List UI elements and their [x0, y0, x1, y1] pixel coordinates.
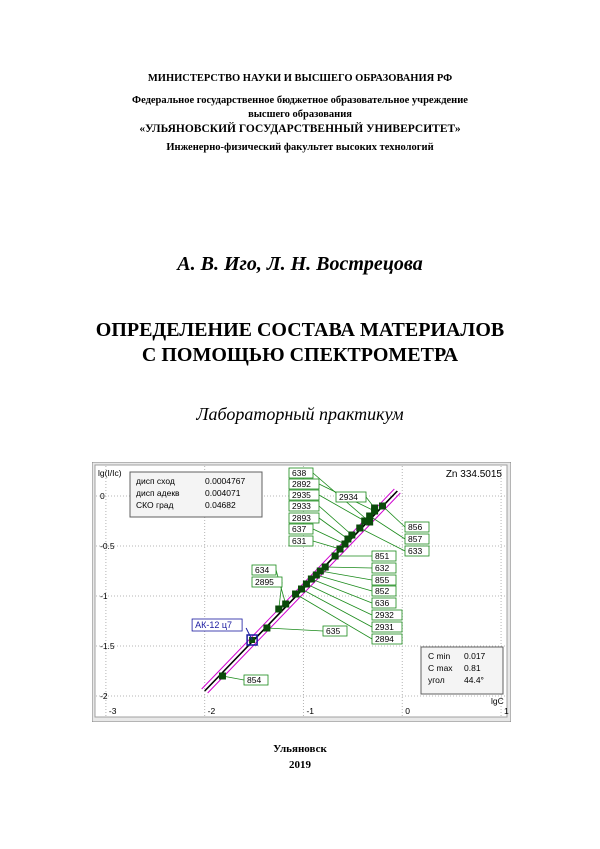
institution-line-2: высшего образования: [248, 109, 352, 120]
point-label: 2934: [339, 492, 358, 502]
point-label: 856: [408, 522, 423, 532]
range-value: 44.4°: [464, 675, 484, 685]
authors: А. В. Иго, Л. Н. Вострецова: [177, 253, 423, 275]
x-tick-label: -2: [207, 706, 216, 716]
x-axis-label: lgC: [491, 696, 504, 706]
y-tick-label: -1: [100, 591, 108, 601]
point-label: 2895: [255, 577, 274, 587]
data-point: [348, 532, 355, 539]
point-label: 852: [375, 586, 390, 596]
point-label: 636: [375, 598, 390, 608]
data-point: [332, 553, 339, 560]
title-line-1: ОПРЕДЕЛЕНИЕ СОСТАВА МАТЕРИАЛОВ: [95, 319, 505, 341]
range-label: C min: [428, 651, 451, 661]
range-label: угол: [428, 675, 445, 685]
data-point: [379, 503, 386, 510]
point-label: 2893: [292, 513, 311, 523]
point-label: 854: [247, 675, 262, 685]
x-tick-label: 0: [405, 706, 410, 716]
data-point: [282, 601, 289, 608]
stats-label: дисп сход: [136, 476, 175, 486]
faculty-line: Инженерно-физический факультет высоких технологий: [166, 142, 434, 153]
stats-value: 0.004071: [205, 488, 241, 498]
point-label: 851: [375, 551, 390, 561]
ministry-line: МИНИСТЕРСТВО НАУКИ И ВЫСШЕГО ОБРАЗОВАНИЯ РФ: [147, 73, 453, 84]
point-label: 631: [292, 536, 307, 546]
data-point: [275, 606, 282, 613]
university-name: «УЛЬЯНОВСКИЙ ГОСУДАРСТВЕННЫЙ УНИВЕРСИТЕТ»: [139, 123, 461, 135]
point-label: 857: [408, 534, 423, 544]
point-label: 855: [375, 575, 390, 585]
point-label: 2935: [292, 490, 311, 500]
point-label: 637: [292, 524, 307, 534]
title-line-2: С ПОМОЩЬЮ СПЕКТРОМЕТРА: [141, 344, 459, 366]
point-label: 635: [326, 626, 341, 636]
stats-label: дисп адекв: [136, 488, 180, 498]
point-label: 2931: [375, 622, 394, 632]
x-tick-label: -1: [306, 706, 315, 716]
stats-box: [130, 472, 262, 517]
calibration-chart: [92, 462, 511, 722]
x-tick-label: 1: [504, 706, 509, 716]
year: 2019: [289, 759, 311, 771]
y-tick-label: 0: [100, 491, 105, 501]
city: Ульяновск: [273, 743, 327, 755]
range-value: 0.017: [464, 651, 486, 661]
y-tick-label: -2: [100, 691, 108, 701]
point-label: 2894: [375, 634, 394, 644]
point-label: 632: [375, 563, 390, 573]
x-tick-label: -3: [108, 706, 117, 716]
y-tick-label: -0.5: [100, 541, 115, 551]
point-label: 2892: [292, 479, 311, 489]
point-label: 638: [292, 468, 307, 478]
stats-label: СКО град: [136, 500, 174, 510]
stats-value: 0.0004767: [205, 476, 246, 486]
point-label: 634: [255, 565, 270, 575]
page-title: [0, 318, 600, 368]
data-point: [371, 505, 378, 512]
data-point: [219, 673, 226, 680]
institution-line-1: Федеральное государственное бюджетное образовательное учреждение: [132, 95, 468, 106]
range-box: [421, 647, 503, 694]
data-point: [263, 625, 270, 632]
point-label: 2933: [292, 501, 311, 511]
point-label: 633: [408, 546, 423, 556]
range-value: 0.81: [464, 663, 481, 673]
point-label: 2932: [375, 610, 394, 620]
data-point: [366, 519, 373, 526]
selected-label: АК-12 ц7: [195, 620, 233, 630]
element-label: Zn 334.5015: [445, 469, 502, 480]
subtitle: Лабораторный практикум: [196, 404, 404, 424]
y-tick-label: -1.5: [100, 641, 115, 651]
range-label: C max: [428, 663, 453, 673]
data-point: [356, 525, 363, 532]
data-point: [322, 564, 329, 571]
stats-value: 0.04682: [205, 500, 236, 510]
y-axis-label: lg(I/Ic): [98, 468, 122, 478]
